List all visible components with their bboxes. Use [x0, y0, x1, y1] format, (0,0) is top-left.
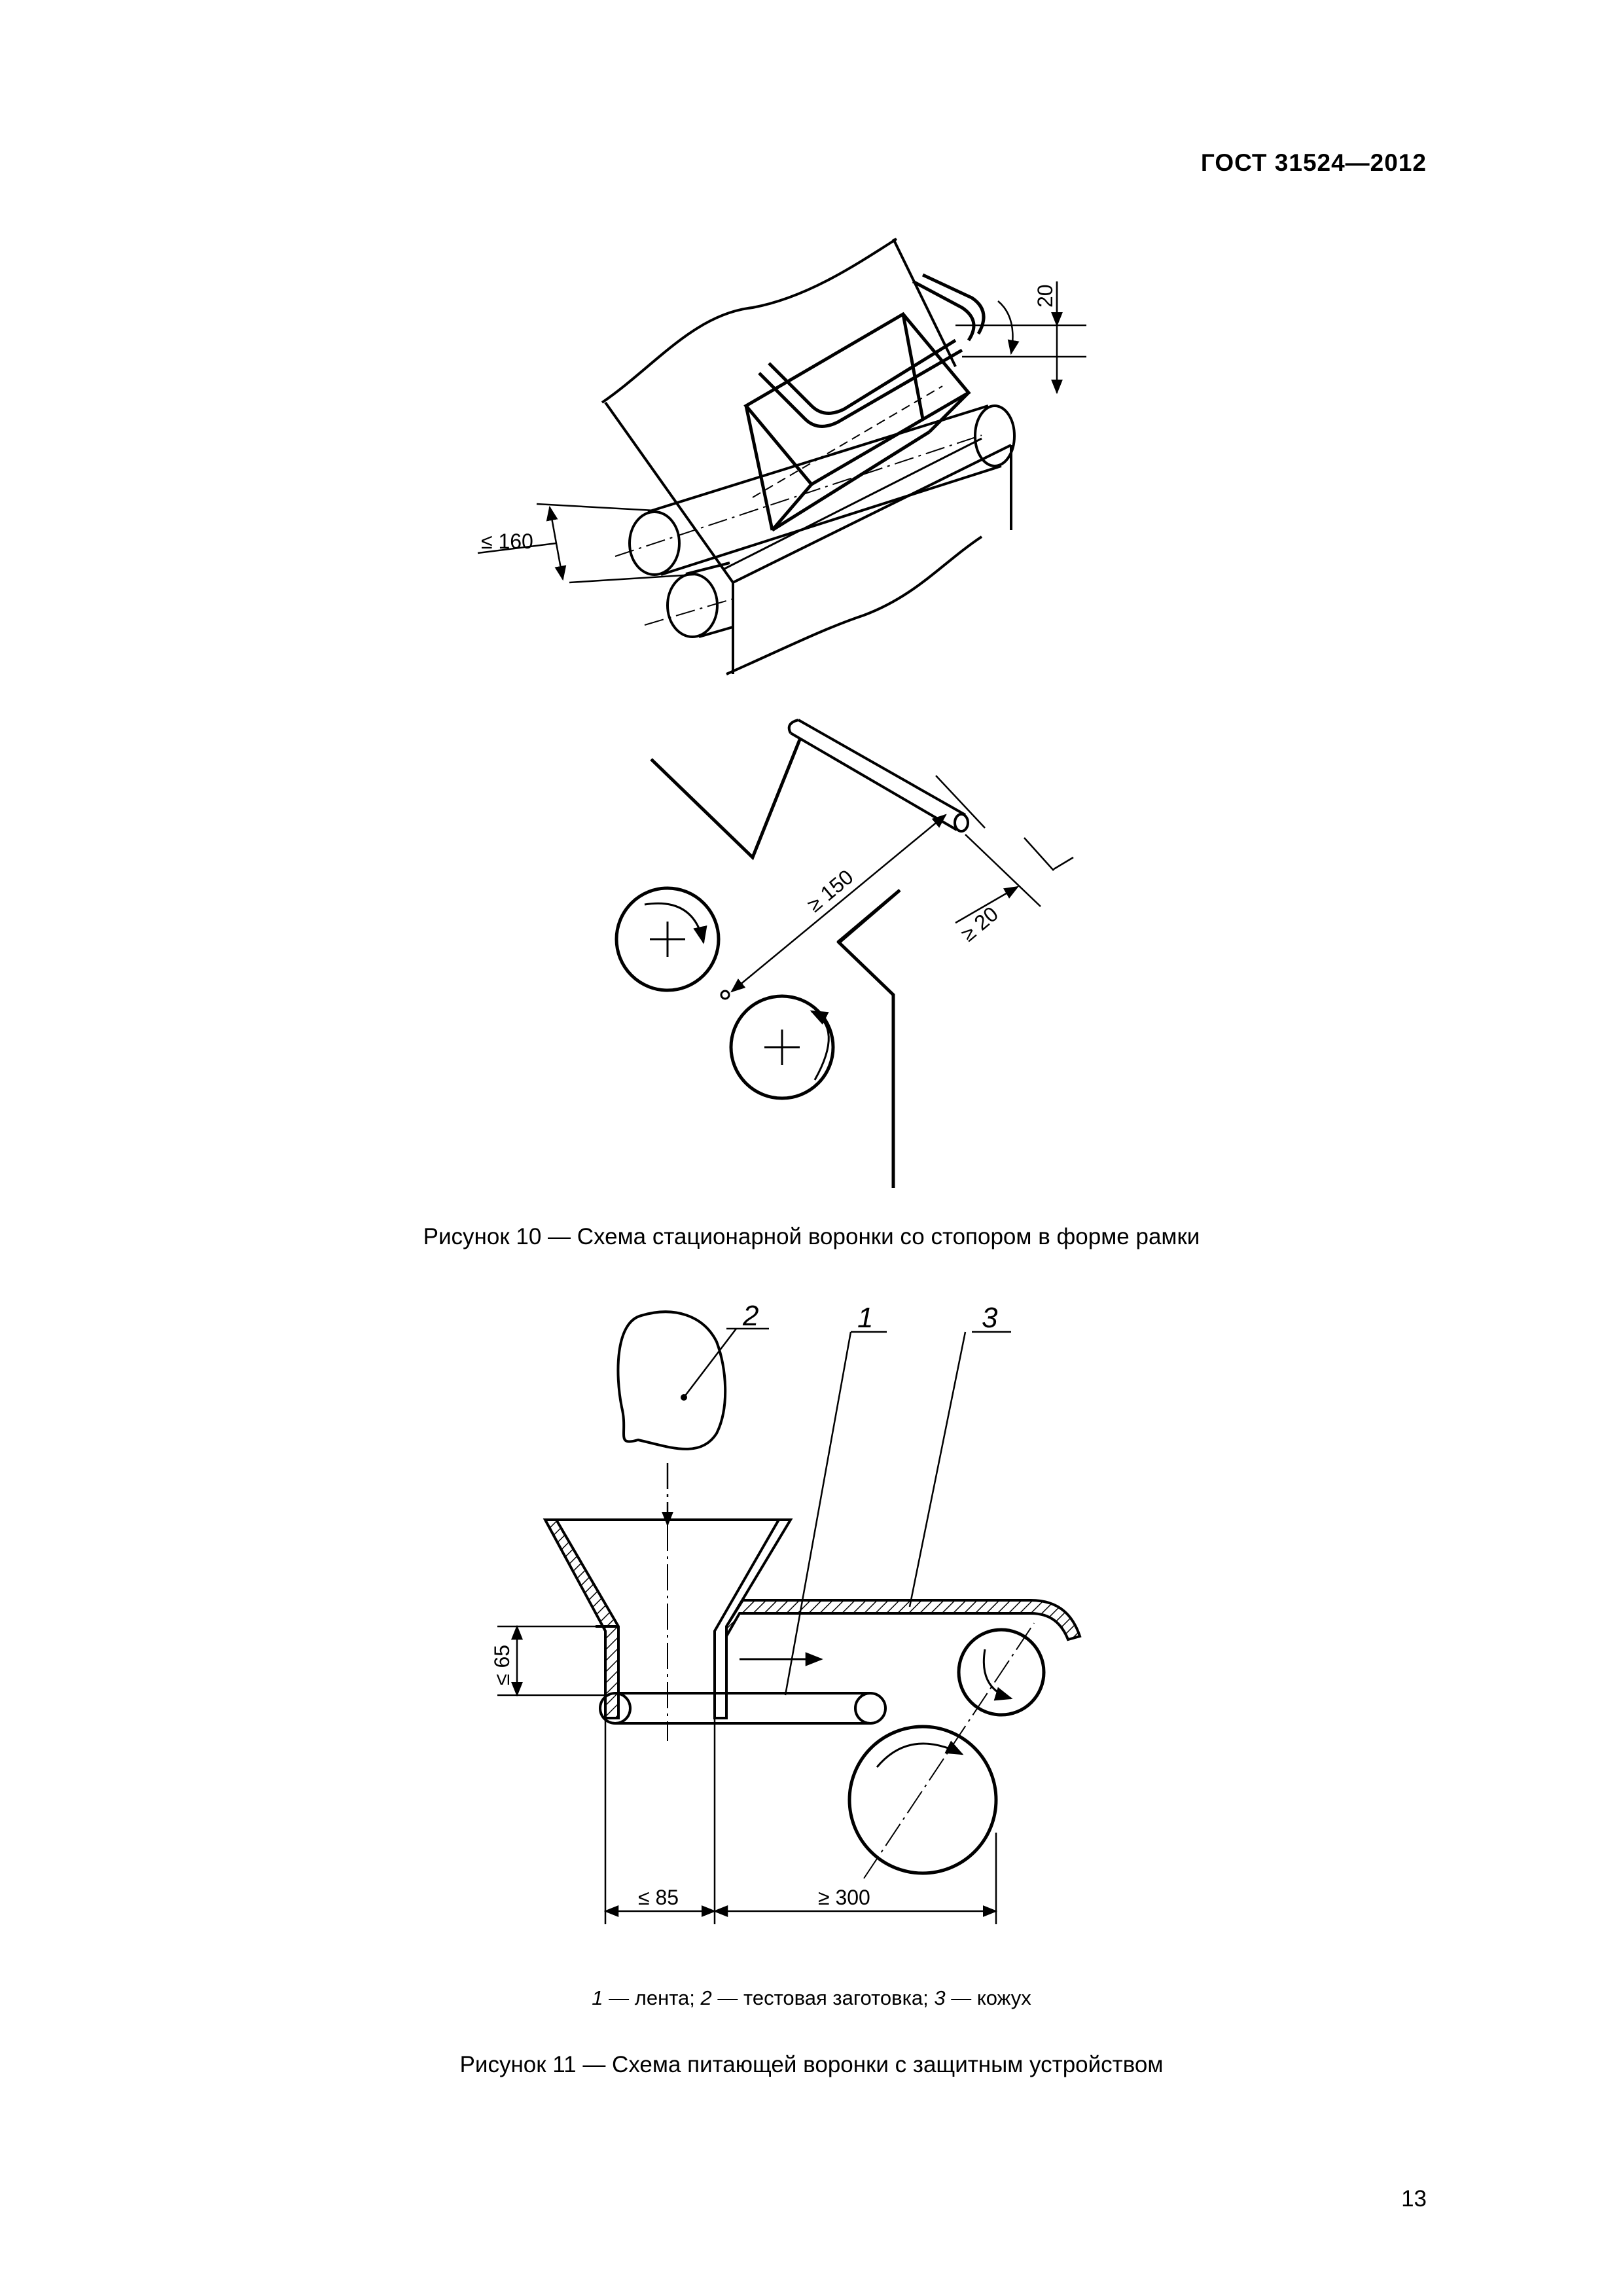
figure-10-caption: Рисунок 10 — Схема стационарной воронки со стопором в форме рамки — [423, 1224, 1200, 1249]
legend-text-2: — тестовая заготовка; — [711, 1986, 935, 2009]
large-roller — [849, 1727, 996, 1873]
dim-85-label: ≤ 85 — [638, 1886, 679, 1909]
dim-65-label: ≤ 65 — [490, 1644, 514, 1685]
legend-text-3: — кожух — [945, 1986, 1031, 2009]
label-belt: 1 — [857, 1302, 874, 1334]
figure-11-caption: Рисунок 11 — Схема питающей воронки с защитным устройством — [459, 2052, 1164, 2077]
belt-conveyor — [600, 1302, 887, 1723]
dim-20b-label: ≥ 20 — [956, 901, 1003, 946]
dough-piece — [618, 1300, 769, 1449]
figure-11-legend — [419, 1986, 1204, 2010]
dim-20-label: 20 — [1033, 284, 1057, 308]
dim-150-label: ≥ 150 — [802, 865, 858, 917]
label-dough: 2 — [743, 1300, 759, 1332]
legend-num-1: 1 — [592, 1986, 603, 2009]
legend-text-1: — лента; — [603, 1986, 701, 2009]
legend-num-3: 3 — [934, 1986, 946, 2009]
protective-cover — [726, 1302, 1080, 1640]
dim-160-label: ≤ 160 — [481, 529, 533, 553]
standard-id: ГОСТ 31524—2012 — [1200, 149, 1427, 176]
label-cover: 3 — [982, 1302, 998, 1334]
feed-funnel — [545, 1520, 791, 1741]
dim-300-label: ≥ 300 — [818, 1886, 870, 1909]
legend-num-2: 2 — [700, 1986, 712, 2009]
page-number: 13 — [1401, 2186, 1427, 2212]
